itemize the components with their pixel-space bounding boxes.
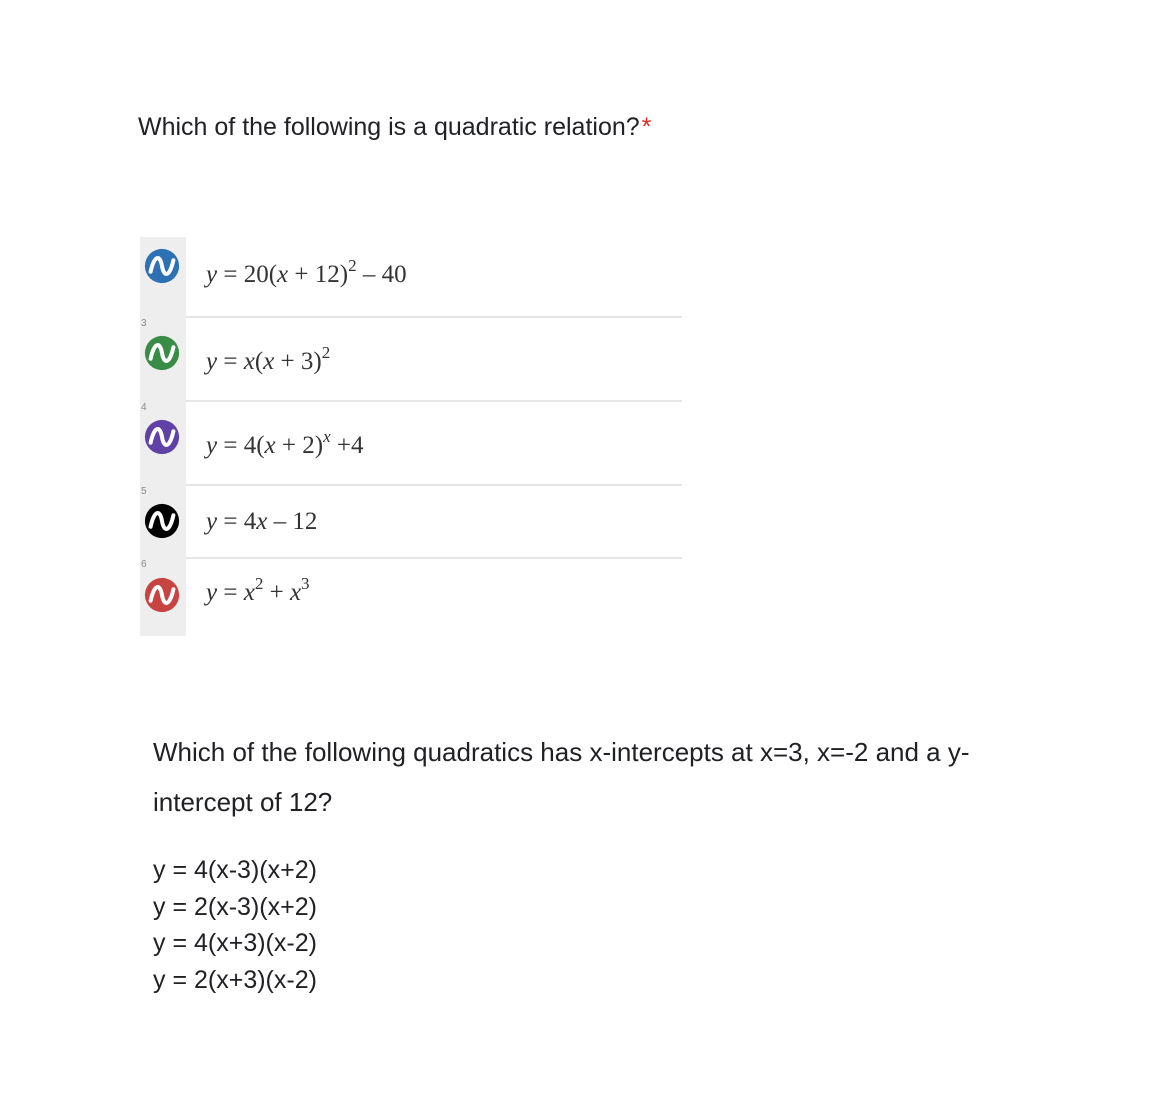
- question-2-title: Which of the following quadratics has x-intercepts at x=3, x=-2 and a y-intercept of 12?: [153, 737, 970, 817]
- required-asterisk: *: [641, 113, 652, 141]
- expression-row[interactable]: [140, 486, 682, 559]
- question-2-options: [153, 852, 317, 998]
- expression-row[interactable]: [140, 318, 682, 402]
- expression-formula[interactable]: $y = x(x + 3)^2$: [206, 343, 331, 375]
- expression-formula[interactable]: $y = 4(x + 2)^x +4$: [206, 427, 364, 459]
- desmos-wave-icon[interactable]: [143, 247, 181, 285]
- option-2[interactable]: y = 2(x-3)(x+2): [153, 892, 317, 921]
- desmos-wave-icon[interactable]: [143, 576, 181, 614]
- expression-formula[interactable]: $y = x^2 + x^3$: [206, 574, 310, 606]
- desmos-wave-icon[interactable]: [143, 334, 181, 372]
- expression-number: 3: [141, 318, 147, 329]
- option-1[interactable]: y = 4(x-3)(x+2): [153, 856, 317, 884]
- option-3[interactable]: y = 4(x+3)(x-2): [153, 929, 317, 957]
- expression-number: 4: [141, 402, 147, 413]
- expression-formula[interactable]: $y = 20(x + 12)^2 - 40$: [206, 256, 407, 288]
- expression-number: 5: [141, 486, 147, 497]
- expression-row[interactable]: [140, 559, 682, 636]
- desmos-wave-icon[interactable]: [143, 418, 181, 456]
- desmos-wave-icon[interactable]: [143, 502, 181, 540]
- expression-row[interactable]: [140, 402, 682, 486]
- expression-formula[interactable]: y = 4x – 12: [206, 508, 318, 535]
- expression-row[interactable]: [140, 237, 682, 318]
- option-4[interactable]: y = 2(x+3)(x-2): [153, 965, 317, 994]
- question-1-title: [138, 110, 651, 144]
- question-1-text: Which of the following is a quadratic relation?: [138, 113, 640, 141]
- expression-number: 6: [141, 559, 147, 570]
